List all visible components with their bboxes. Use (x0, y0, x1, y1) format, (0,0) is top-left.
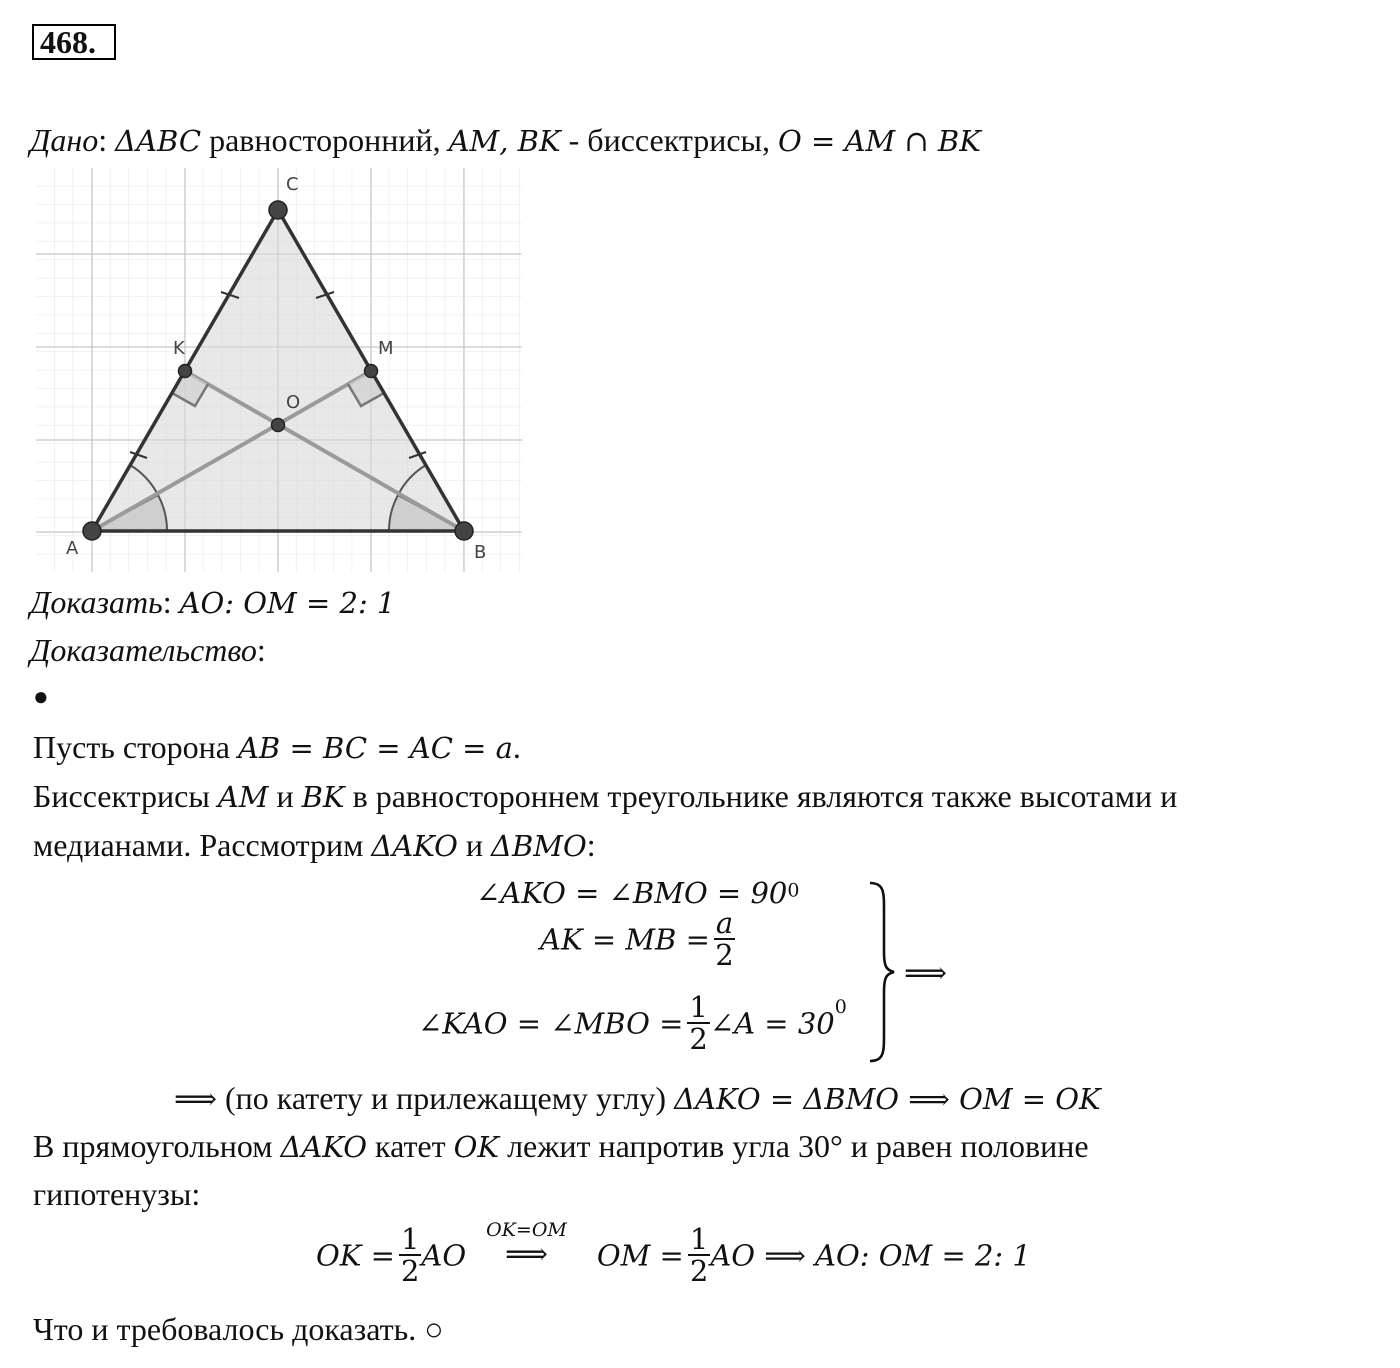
system-implies: ⟹ (904, 956, 948, 991)
label-m: M (378, 338, 394, 359)
prove-statement: AO: OM = 2: 1 (179, 586, 396, 620)
final-equation: OK = $\frac{1}{2}$ AO OK=OM ⟹ OM = $\frac{1}{2}$ AO ⟹ AO: OM = 2: 1 (316, 1218, 1031, 1289)
point-a (83, 522, 101, 540)
given-segments: AM, BK (448, 124, 561, 158)
right-brace (864, 880, 900, 1064)
given-intersection: O = AM ∩ BK (778, 124, 981, 158)
triangle-figure (36, 168, 524, 576)
proof-heading: Доказательство: (30, 632, 266, 668)
fraction-a-2: $\frac{a}{2}$ (715, 906, 734, 973)
fraction-one-half-1: $\frac{1}{2}$ (689, 990, 708, 1057)
final-line: Что и требовалось доказать. ○ (33, 1311, 444, 1347)
prove-line: Доказать: AO: OM = 2: 1 (30, 584, 396, 620)
problem-number: 468. (32, 24, 116, 60)
system-line-2: AK = MB = $\frac{a}{2}$ (540, 906, 734, 973)
given-text2: - биссектрисы, (568, 122, 771, 158)
label-c: C (286, 174, 299, 195)
proof-line-6: гипотенузы: (33, 1176, 201, 1212)
given-text1: равносторонний, (209, 122, 441, 158)
point-b (455, 522, 473, 540)
bullet: ● (33, 682, 49, 711)
proof-line-5: В прямоугольном ΔAKO катет OK лежит напротив угла 30° и равен половине (33, 1128, 1089, 1164)
proof-line-2: Биссектрисы AM и BK в равностороннем треугольнике являются также высотами и (33, 778, 1178, 814)
given-label: Дано (30, 122, 99, 158)
given-triangle: ΔABC (115, 124, 202, 158)
label-o: O (286, 392, 301, 413)
conclusion-line: ⟹ (по катету и прилежащему углу) ΔAKO = ΔBMO ⟹ OM = OK (174, 1080, 1101, 1117)
end-of-proof-mark: ○ (424, 1311, 444, 1347)
system-line-3: ∠KAO = ∠MBO = $\frac{1}{2}$ ∠A = $30^0$ (418, 990, 847, 1057)
proof-label: Доказательство (30, 632, 257, 668)
proof-line-3: медианами. Рассмотрим ΔAKO и ΔBMO: (33, 827, 596, 863)
point-k (179, 365, 192, 378)
point-c (269, 201, 287, 219)
label-a: A (66, 538, 79, 559)
point-o (272, 419, 285, 432)
point-m (365, 365, 378, 378)
prove-label: Доказать (30, 584, 163, 620)
label-k: K (173, 338, 185, 359)
implication-over: OK=OM ⟹ (486, 1218, 567, 1272)
given-line: Дано: ΔABC равносторонний, AM, BK - биссектрисы, O = AM ∩ BK (30, 122, 981, 158)
proof-line-1: Пусть сторона AB = BC = AC = a. (33, 729, 521, 765)
system-line-1: ∠AKO = ∠BMO = $90^0$ (476, 876, 800, 910)
label-b: B (474, 542, 487, 563)
fraction-one-half-3: $\frac{1}{2}$ (689, 1222, 709, 1289)
fraction-one-half-2: $\frac{1}{2}$ (400, 1222, 420, 1289)
